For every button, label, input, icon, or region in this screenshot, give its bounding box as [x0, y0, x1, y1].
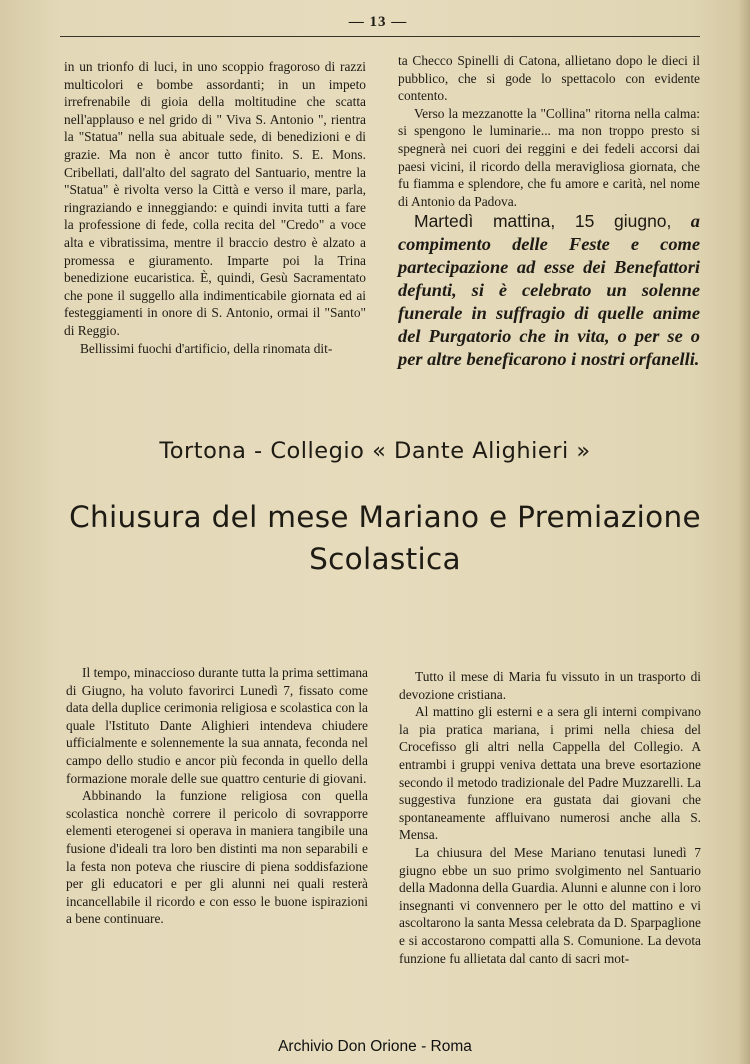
paragraph: Il tempo, minaccioso durante tutta la prima settimana di Giugno, ha voluto favorirci Lunedì 7, fissato come data della duplice cerimonia religiosa e scolastica con la quale l'Istituto Dante Alighieri intendeva chiudere ufficialmente e solennemente la sua annata, feconda nel campo dello studio e ancor più feconda in quello della formazione morale delle sue quattro centurie di giovani.: [66, 665, 368, 786]
announcement-paragraph: [398, 210, 700, 371]
article-title-line: Chiusura del mese Mariano e Premiazione: [69, 500, 701, 534]
page-number: — 13 —: [348, 14, 408, 30]
paragraph: La chiusura del Mese Mariano tenutasi lunedì 7 giugno ebbe un suo primo svolgimento nel Santuario della Madonna della Guardia. Alunni e alunne con i loro insegnanti vi convennero per le otto del mattino e vi ascoltarono la santa Messa celebrata da D. Sparpaglione e si accostarono compatti alla S. Comunione. La devota funzione fu allietata dal canto di sacri mot-: [399, 844, 701, 966]
article-title-line: Scolastica: [309, 542, 461, 576]
announcement-lead: Martedì mattina, 15 giugno,: [414, 211, 672, 232]
paragraph: Tutto il mese di Maria fu vissuto in un trasporto di devozione cristiana.: [399, 669, 701, 702]
paragraph: Bellissimi fuochi d'artificio, della rinomata dit-: [80, 340, 333, 356]
paragraph: in un trionfo di luci, in uno scoppio fragoroso di razzi multicolori e bombe assordanti; in un impeto irrefrenabile di gioia della moltitudine che scatta nell'applauso e nel grido di " Viva S. Antonio ", rientra la "Statua" nella sua abituale sede, di benedizioni e di grazie. Ma non è ancor tutto finito. S. E. Mons. Cribellati, dall'alto del sagrato del Santuario, mentre la "Statua" è rivolta verso la Città e verso il mare, parla, ringraziando e inneggiando: e quindi invita tutti a fare la professione di fede, colla recita del "Credo" a voce alta e vibratissima, mentre il braccio destro è alzato a promessa e giuramento. Imparte poi la Trina benedizione eucaristica. È, quindi, Gesù Sacramentato che pone il suggello alla indimenticabile giornata ed ai festeggiamenti in onore di S. Antonio, ormai il "Santo" di Reggio.: [64, 59, 366, 338]
column-top-right: [398, 52, 700, 371]
paragraph: Verso la mezzanotte la "Collina" ritorna nella calma: si spengono le luminarie... ma non troppo presto si spegnerà nei cuori dei reggini e dei fedeli accorsi dai paesi vicini, il ricordo della meravigliosa giornata, che fu fiamma e splendore, che fu amore e carità, nel nome di Antonio da Padova.: [398, 105, 700, 209]
page-edge-shadow: [738, 0, 750, 1064]
column-top-left: [64, 58, 366, 357]
article-location-heading: Tortona - Collegio « Dante Alighieri »: [159, 438, 591, 464]
archive-footer: Archivio Don Orione - Roma: [278, 1038, 472, 1055]
column-bottom-right: [399, 668, 701, 967]
announcement-text: a compimento delle Feste e come partecipazione ad esse dei Benefattori defunti, si è celebrato un solenne funerale in suffragio di quelle anime del Purgatorio che in vita, o per se o per altre beneficarono i nostri orfanelli.: [398, 211, 700, 370]
paragraph: Al mattino gli esterni e a sera gli interni compivano la pia pratica mariana, i primi nella chiesa del Crocefisso gli altri nella Cappella del Collegio. A entrambi i gruppi veniva dettata una breve esortazione secondo il metodo tradizionale del Padre Muzzarelli. La suggestiva funzione era gustata dai giovani che spontaneamente affluivano numerosi anche alla S. Mensa.: [399, 704, 701, 843]
paragraph: ta Checco Spinelli di Catona, allietano dopo le dieci il pubblico, che si gode lo spettacolo con evidente contento.: [398, 53, 700, 104]
header-rule: [60, 36, 700, 37]
paragraph: Abbinando la funzione religiosa con quella scolastica nonchè correre il pericolo di sovrapporre elementi eterogenei si operava in maniera tangibile una fusione d'ideali tra loro ben distinti ma non separabili e la festa non poteva che riuscire di piena soddisfazione per gli educatori e per gli alunni nei quali resterà incancellabile il ricordo e con esso le buone ispirazioni a bene continuare.: [66, 788, 368, 927]
article-title: [40, 496, 730, 580]
column-bottom-left: [66, 664, 368, 928]
